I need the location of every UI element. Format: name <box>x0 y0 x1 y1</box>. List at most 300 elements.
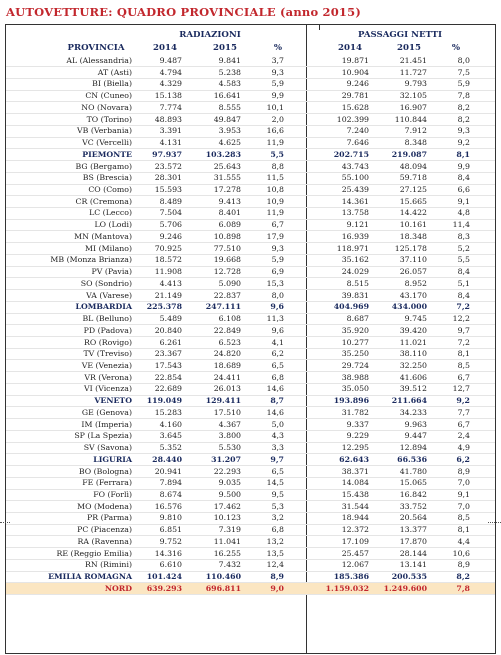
cell-p15: 41.780 <box>399 466 427 476</box>
cell-p15: 28.144 <box>399 548 427 558</box>
cell-r15: 22.293 <box>213 466 241 476</box>
cell-p: BG (Bergamo) <box>75 161 132 171</box>
cell-p14: 15.628 <box>341 102 369 112</box>
cell-p: RO (Rovigo) <box>84 337 132 347</box>
cell-p15: 9.745 <box>404 314 427 324</box>
cell-p15: 8.348 <box>404 138 427 148</box>
cell-pp: 7,0 <box>457 478 470 488</box>
cell-p14: 38.988 <box>341 372 369 382</box>
cell-r14: 4.794 <box>159 67 182 77</box>
cell-r15: 11.041 <box>213 536 241 546</box>
cell-p: RA (Ravenna) <box>77 536 132 546</box>
table-row <box>6 360 495 371</box>
cell-p15: 16.842 <box>399 490 427 499</box>
cell-p14: 55.100 <box>341 173 369 183</box>
cell-r15: 22.837 <box>213 290 241 300</box>
cell-rp: 6,2 <box>271 349 284 359</box>
cell-pp: 8,1 <box>457 349 470 359</box>
cell-r14: 9.752 <box>159 536 182 546</box>
cell-pp: 7,0 <box>457 501 470 511</box>
cell-r15: 9.841 <box>218 56 241 65</box>
cell-rp: 5,9 <box>271 79 284 89</box>
cell-p: VENETO <box>94 396 132 406</box>
cell-r15: 26.013 <box>213 384 241 394</box>
cell-r14: 28.301 <box>154 173 182 183</box>
cell-r14: 6.851 <box>159 525 182 535</box>
cell-p14: 31.544 <box>341 501 369 511</box>
cell-r14: 3.645 <box>159 431 182 441</box>
cell-r14: 11.908 <box>154 267 182 277</box>
table-row <box>6 466 495 477</box>
cell-rp: 9,5 <box>271 490 284 499</box>
header-pass-pct: % <box>451 43 461 53</box>
cell-p15: 13.377 <box>399 525 427 535</box>
cell-rp: 14,6 <box>266 407 284 417</box>
cell-r15: 18.689 <box>213 360 241 370</box>
cell-p: VA (Varese) <box>86 290 132 300</box>
cell-pp: 8,9 <box>457 466 470 476</box>
cell-pp: 9,1 <box>457 196 470 206</box>
region-total-row <box>6 149 495 160</box>
cell-p: AT (Asti) <box>97 67 132 77</box>
cell-rp: 5,5 <box>270 149 284 159</box>
table-row <box>6 172 495 183</box>
cell-p15: 39.420 <box>399 325 427 335</box>
cell-r14: 9.246 <box>159 231 182 241</box>
cell-r14: 119.049 <box>146 396 182 406</box>
cell-p: BS (Brescia) <box>82 173 132 183</box>
cell-rp: 4,3 <box>271 431 284 441</box>
cell-p14: 9.229 <box>346 431 369 441</box>
cell-p15: 219.087 <box>391 149 427 159</box>
cell-p15: 200.535 <box>391 572 427 582</box>
cell-p14: 35.920 <box>341 325 369 335</box>
cell-p15: 17.870 <box>399 536 427 546</box>
cell-pp: 7,7 <box>457 407 470 417</box>
cell-r15: 31.207 <box>211 454 241 464</box>
table-row <box>6 489 495 500</box>
cell-p: PIEMONTE <box>82 149 132 159</box>
cell-p: MN (Mantova) <box>74 231 132 241</box>
cell-r14: 5.706 <box>159 220 182 230</box>
cell-p: BO (Bologna) <box>78 466 132 476</box>
cell-pp: 4,9 <box>457 443 470 453</box>
table-row <box>6 501 495 512</box>
cell-r14: 97.937 <box>152 149 182 159</box>
cell-r15: 7.432 <box>218 560 241 570</box>
table-row <box>6 266 495 277</box>
cell-p15: 39.512 <box>399 384 427 394</box>
region-total-row <box>6 395 495 406</box>
cell-r15: 7.319 <box>218 525 241 535</box>
cell-p14: 193.896 <box>333 396 369 406</box>
header-rad-2014: 2014 <box>153 43 177 53</box>
cell-p: EMILIA ROMAGNA <box>48 572 132 582</box>
cell-p15: 18.348 <box>399 231 427 241</box>
cell-p15: 32.105 <box>399 91 427 101</box>
cell-rp: 16,6 <box>266 126 284 136</box>
cell-p: PC (Piacenza) <box>77 525 132 535</box>
cell-r14: 14.316 <box>154 548 182 558</box>
cell-p15: 8.952 <box>404 278 427 288</box>
cell-r14: 7.774 <box>159 102 182 112</box>
table-row <box>6 231 495 242</box>
cell-p14: 9.337 <box>346 419 369 429</box>
cell-p: VI (Vicenza) <box>83 384 132 394</box>
cell-r15: 19.668 <box>213 255 241 265</box>
cell-pp: 5,5 <box>457 255 470 265</box>
table-row <box>6 219 495 230</box>
cell-p: BI (Biella) <box>92 79 132 89</box>
cell-p14: 185.386 <box>333 572 369 582</box>
cell-p14: 404.969 <box>333 302 369 312</box>
cell-rp: 4,1 <box>271 337 284 347</box>
cell-p15: 32.250 <box>399 360 427 370</box>
cell-p: TV (Treviso) <box>83 349 132 359</box>
table-row <box>6 196 495 207</box>
cell-r14: 48.893 <box>154 114 182 124</box>
cell-r15: 8.401 <box>218 208 241 218</box>
header-pass-2014: 2014 <box>338 43 362 53</box>
cell-p15: 14.422 <box>399 208 427 218</box>
table-row <box>6 419 495 430</box>
cell-rp: 6,8 <box>271 372 284 382</box>
cell-pp: 9,2 <box>456 396 470 406</box>
cell-p14: 25.439 <box>341 185 369 195</box>
cell-pp: 8,4 <box>457 290 470 300</box>
table-row <box>6 372 495 383</box>
cell-pp: 7,8 <box>456 583 470 593</box>
cell-r15: 247.111 <box>205 302 241 312</box>
cell-p15: 15.065 <box>399 478 427 488</box>
cell-p15: 211.664 <box>391 396 427 406</box>
cell-p: SP (La Spezia) <box>74 431 132 441</box>
cell-r14: 3.391 <box>159 126 182 136</box>
cell-r15: 10.898 <box>213 231 241 241</box>
cell-p: PD (Padova) <box>83 325 132 335</box>
cell-r15: 16.255 <box>213 548 241 558</box>
cell-rp: 6,5 <box>271 466 284 476</box>
cell-rp: 15,3 <box>266 278 284 288</box>
cell-pp: 12,2 <box>452 314 470 324</box>
cell-p15: 9.793 <box>404 79 427 89</box>
cell-r15: 31.555 <box>213 173 241 183</box>
cell-p: MO (Modena) <box>77 501 132 511</box>
cell-r15: 12.728 <box>213 267 241 277</box>
cell-p: AL (Alessandria) <box>66 56 132 65</box>
cell-pp: 8,5 <box>457 513 470 523</box>
cell-rp: 8,0 <box>271 290 284 300</box>
cell-r15: 4.367 <box>218 419 241 429</box>
cell-p: PR (Parma) <box>87 513 132 523</box>
cell-pp: 10,6 <box>452 548 470 558</box>
cell-r15: 696.811 <box>205 583 241 593</box>
cell-r14: 225.378 <box>146 302 182 312</box>
row-separator <box>6 594 495 595</box>
cell-rp: 8,7 <box>270 396 284 406</box>
cell-r14: 9.810 <box>159 513 182 523</box>
cell-p14: 19.871 <box>341 56 369 65</box>
cell-rp: 6,8 <box>271 525 284 535</box>
cell-rp: 13,2 <box>266 536 284 546</box>
table-row <box>6 137 495 148</box>
cell-p: VR (Verona) <box>84 372 132 382</box>
cell-p: LC (Lecco) <box>89 208 132 218</box>
cell-p15: 1.249.600 <box>383 583 427 593</box>
cell-r14: 23.572 <box>154 161 182 171</box>
cell-p14: 12.372 <box>341 525 369 535</box>
cell-r14: 4.160 <box>159 419 182 429</box>
cell-r14: 5.489 <box>159 314 182 324</box>
cell-p: BL (Belluno) <box>82 314 132 324</box>
cell-pp: 7,2 <box>456 302 470 312</box>
cell-p14: 10.904 <box>341 67 369 77</box>
cell-rp: 9,3 <box>271 243 284 253</box>
cell-p: VB (Verbania) <box>77 126 132 136</box>
table-row <box>6 477 495 488</box>
cell-p14: 39.831 <box>341 290 369 300</box>
cell-pp: 9,9 <box>457 161 470 171</box>
cell-r14: 22.854 <box>154 372 182 382</box>
cell-p15: 13.141 <box>399 560 427 570</box>
cell-r15: 9.035 <box>218 478 241 488</box>
cell-r15: 22.849 <box>213 325 241 335</box>
cell-r15: 17.510 <box>213 407 241 417</box>
cell-p14: 118.971 <box>336 243 369 253</box>
cell-p14: 7.646 <box>346 138 369 148</box>
cell-pp: 8,2 <box>457 102 470 112</box>
cell-rp: 12,4 <box>266 560 284 570</box>
cell-p: PV (Pavia) <box>91 267 132 277</box>
table-row <box>6 55 495 66</box>
cell-p15: 15.665 <box>399 196 427 206</box>
cell-r15: 24.820 <box>213 349 241 359</box>
cell-p14: 24.029 <box>341 267 369 277</box>
cell-rp: 9,6 <box>271 325 284 335</box>
cell-p: CN (Cuneo) <box>85 91 132 101</box>
header-pass-2015: 2015 <box>397 43 421 53</box>
cell-pp: 5,2 <box>457 243 470 253</box>
cell-r14: 4.131 <box>159 138 182 148</box>
cell-pp: 8,0 <box>457 56 470 65</box>
cell-rp: 10,9 <box>266 196 284 206</box>
cell-p: LO (Lodi) <box>94 220 132 230</box>
cell-r15: 24.411 <box>213 372 241 382</box>
cell-rp: 10,1 <box>266 102 284 112</box>
cell-rp: 6,7 <box>271 220 284 230</box>
cell-rp: 11,9 <box>266 208 284 218</box>
cell-r14: 5.352 <box>159 443 182 453</box>
table-row <box>6 512 495 523</box>
cell-p14: 35.162 <box>341 255 369 265</box>
cell-r14: 15.138 <box>154 91 182 101</box>
cell-p15: 21.451 <box>399 56 427 65</box>
cell-p: RN (Rimini) <box>84 560 132 570</box>
table-row <box>6 337 495 348</box>
cell-p: RE (Reggio Emilia) <box>56 548 132 558</box>
header-passaggi-netti: PASSAGGI NETTI <box>358 30 442 40</box>
cell-pp: 6,6 <box>457 185 470 195</box>
cell-p14: 43.743 <box>341 161 369 171</box>
cell-p: FO (Forlì) <box>93 490 132 499</box>
cell-pp: 8,2 <box>456 572 470 582</box>
table-row <box>6 383 495 394</box>
cell-p14: 25.457 <box>341 548 369 558</box>
cell-pp: 8,5 <box>457 360 470 370</box>
cell-r14: 20.840 <box>154 325 182 335</box>
cell-r14: 8.674 <box>159 490 182 499</box>
cell-r15: 16.641 <box>213 91 241 101</box>
cell-rp: 3,7 <box>271 56 284 65</box>
header-provincia: PROVINCIA <box>67 43 125 53</box>
table-row <box>6 407 495 418</box>
cell-r14: 101.424 <box>146 572 182 582</box>
cell-r14: 15.593 <box>154 185 182 195</box>
cell-p: SV (Savona) <box>83 443 132 453</box>
cell-rp: 13,5 <box>266 548 284 558</box>
cell-r15: 5.090 <box>218 278 241 288</box>
cell-p15: 11.727 <box>399 67 427 77</box>
cell-p: SO (Sondrio) <box>80 278 132 288</box>
cell-pp: 11,4 <box>452 220 470 230</box>
cell-r14: 4.413 <box>159 278 182 288</box>
cell-r15: 77.510 <box>213 243 241 253</box>
cell-p: LOMBARDIA <box>75 302 132 312</box>
table-row <box>6 442 495 453</box>
cell-rp: 3,2 <box>271 513 284 523</box>
cell-pp: 5,9 <box>457 79 470 89</box>
cell-r15: 9.500 <box>218 490 241 499</box>
cell-p: CR (Cremona) <box>75 196 132 206</box>
cell-p14: 15.438 <box>341 490 369 499</box>
cell-pp: 8,4 <box>457 267 470 277</box>
cell-pp: 8,1 <box>457 525 470 535</box>
cell-pp: 8,4 <box>457 173 470 183</box>
cell-p: GE (Genova) <box>81 407 132 417</box>
cell-r15: 49.847 <box>213 114 241 124</box>
table-row <box>6 313 495 324</box>
cell-rp: 3,3 <box>271 443 284 453</box>
cell-rp: 6,9 <box>271 267 284 277</box>
cell-pp: 8,9 <box>457 560 470 570</box>
cell-r15: 8.555 <box>218 102 241 112</box>
table-row <box>6 90 495 101</box>
cell-r15: 4.625 <box>218 138 241 148</box>
cell-rp: 9,7 <box>270 454 284 464</box>
cell-pp: 5,1 <box>457 278 470 288</box>
cell-p: VE (Venezia) <box>81 360 132 370</box>
cell-pp: 2,4 <box>457 431 470 441</box>
table-row <box>6 559 495 570</box>
cell-p14: 14.084 <box>341 478 369 488</box>
table-row <box>6 102 495 113</box>
header-rad-pct: % <box>273 43 283 53</box>
cell-p14: 18.944 <box>341 513 369 523</box>
cell-pp: 12,7 <box>452 384 470 394</box>
cell-r14: 4.329 <box>159 79 182 89</box>
cell-rp: 9,0 <box>270 583 284 593</box>
cell-r14: 17.543 <box>154 360 182 370</box>
cell-p15: 16.907 <box>399 102 427 112</box>
cell-r14: 16.576 <box>154 501 182 511</box>
cell-rp: 8,8 <box>271 161 284 171</box>
cell-p: NO (Novara) <box>81 102 132 112</box>
cell-pp: 6,7 <box>457 372 470 382</box>
table-row <box>6 430 495 441</box>
cell-p14: 9.246 <box>346 79 369 89</box>
cell-r14: 21.149 <box>154 290 182 300</box>
table-row <box>6 524 495 535</box>
cell-p14: 7.240 <box>346 126 369 136</box>
cell-r15: 5.238 <box>218 67 241 77</box>
cell-p: IM (Imperia) <box>81 419 132 429</box>
cell-p15: 9.963 <box>404 419 427 429</box>
table-row <box>6 78 495 89</box>
cell-p14: 9.121 <box>346 220 369 230</box>
cell-p14: 62.643 <box>339 454 369 464</box>
cell-p15: 11.021 <box>399 337 427 347</box>
cell-pp: 7,8 <box>457 91 470 101</box>
table-row <box>6 278 495 289</box>
cell-r15: 10.123 <box>213 513 241 523</box>
cell-pp: 4,4 <box>457 536 470 546</box>
cell-rp: 9,3 <box>271 67 284 77</box>
cell-p: CO (Como) <box>88 185 132 195</box>
table-row <box>6 184 495 195</box>
cell-rp: 5,3 <box>271 501 284 511</box>
cell-rp: 8,9 <box>270 572 284 582</box>
cell-rp: 11,3 <box>266 314 284 324</box>
cell-rp: 9,9 <box>271 91 284 101</box>
cell-r15: 6.089 <box>218 220 241 230</box>
cell-pp: 6,7 <box>457 419 470 429</box>
cell-p15: 110.844 <box>394 114 427 124</box>
cell-p: MI (Milano) <box>85 243 132 253</box>
cell-pp: 7,2 <box>457 337 470 347</box>
cell-r15: 3.953 <box>218 126 241 136</box>
cell-pp: 6,2 <box>456 454 470 464</box>
grand-total-row <box>6 583 495 594</box>
cell-p14: 35.250 <box>341 349 369 359</box>
cell-p14: 17.109 <box>341 536 369 546</box>
cell-p15: 10.161 <box>399 220 427 230</box>
cell-rp: 11,5 <box>266 173 284 183</box>
cell-r14: 6.261 <box>159 337 182 347</box>
cell-p14: 12.295 <box>341 443 369 453</box>
cell-p14: 38.371 <box>341 466 369 476</box>
cell-pp: 9,1 <box>457 490 470 499</box>
cell-r15: 17.462 <box>213 501 241 511</box>
cell-p14: 29.724 <box>341 360 369 370</box>
cell-p: NORD <box>104 583 132 593</box>
table-row <box>6 161 495 172</box>
cell-p14: 31.782 <box>341 407 369 417</box>
cell-r15: 3.800 <box>218 431 241 441</box>
cell-r14: 28.440 <box>152 454 182 464</box>
cell-p15: 59.718 <box>399 173 427 183</box>
cell-p14: 12.067 <box>341 560 369 570</box>
header-rad-2015: 2015 <box>213 43 237 53</box>
cell-p15: 48.094 <box>399 161 427 171</box>
cell-p14: 29.781 <box>341 91 369 101</box>
cell-p: TO (Torino) <box>86 114 132 124</box>
cell-pp: 8,2 <box>457 114 470 124</box>
table-row <box>6 325 495 336</box>
cell-p14: 14.361 <box>341 196 369 206</box>
cell-p14: 8.687 <box>346 314 369 324</box>
cell-p15: 38.110 <box>399 349 427 359</box>
table-row <box>6 114 495 125</box>
